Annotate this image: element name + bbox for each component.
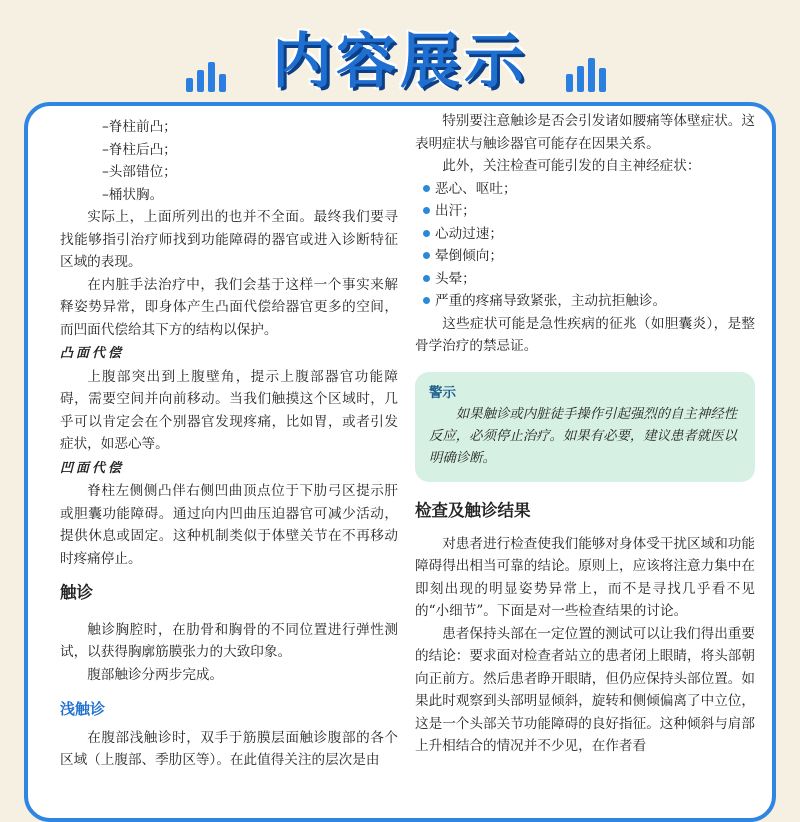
section-heading-palpation: 触诊 [60,583,93,602]
section-heading-results: 检查及触诊结果 [415,501,531,520]
subheading-concave: 凹面代偿 [60,460,125,476]
list-item: –脊柱前凸； [102,119,177,135]
paragraph: 特别要注意触诊是否会引发诸如腰痛等体壁症状。这表明症状与触诊器官可能存在因果关系。 [415,113,755,152]
bullet-dot-icon [423,275,430,282]
bullet-item: 严重的疼痛导致紧张，主动抗拒触诊。 [415,290,755,313]
bullet-item: 心动过速； [415,223,755,246]
paragraph: 患者保持头部在一定位置的测试可以让我们得出重要的结论：要求面对检查者站立的患者闭上眼睛，将头部朝向正前方。然后患者睁开眼睛，但仍应保持头部位置。如果此时观察到头部明显倾斜，旋转和侧倾偏离了中立位，这是一个头部关节功能障碍的良好指征。这种倾斜与肩部上升相结合的情况并不少见，在作者看 [415,625,755,754]
warning-box [415,372,755,483]
bullet-item: 恶心、呕吐； [415,178,755,201]
bullet-item: 晕倒倾向； [415,245,755,268]
bullet-dot-icon [423,230,430,237]
list-item: –桶状胸。 [102,186,164,203]
bullet-dot-icon [423,252,430,259]
subsection-heading-superficial: 浅触诊 [60,700,106,718]
left-column [60,116,398,772]
page-title: 内容展示 [272,27,528,97]
paragraph: 触诊胸腔时，在肋骨和胸骨的不同位置进行弹性测试，以获得胸廓筋膜张力的大致印象。 [60,621,398,660]
bullet-dot-icon [423,185,430,192]
warning-text: 如果触诊或内脏徒手操作引起强烈的自主神经性反应，必须停止治疗。如果有必要，建议患者就医以明确诊断。 [429,407,737,466]
paragraph: 实际上，上面所列出的也并不全面。最终我们要寻找能够指引治疗师找到功能障碍的器官或进入诊断特征区域的表现。 [60,209,398,270]
bullet-dot-icon [423,207,430,214]
list-item: –脊柱后凸； [102,141,177,158]
paragraph: 上腹部突出到上腹壁角，提示上腹部器官功能障碍，需要空间并向前移动。当我们触摸这个区域时，几乎可以肯定会在个别器官发现疼痛，比如胃，或者引发症状，如恶心等。 [60,368,398,452]
paragraph: 腹部触诊分两步完成。 [87,666,224,683]
paragraph: 对患者进行检查使我们能够对身体受干扰区域和功能障碍得出相当可靠的结论。原则上，应该将注意力集中在即刻出现的明显姿势异常上，而不是寻找几乎看不见的“小细节”。下面是对一些检查结果的讨论。 [415,535,755,619]
subheading-convex: 凸面代偿 [60,346,125,361]
paragraph: 在内脏手法治疗中，我们会基于这样一个事实来解释姿势异常，即身体产生凸面代偿给器官更多的空间，而凹面代偿给其下方的结构以保护。 [60,276,398,338]
right-column [415,110,755,758]
paragraph: 这些症状可能是急性疾病的征兆（如胆囊炎），是整骨学治疗的禁忌证。 [415,315,755,354]
bullet-item: 出汗； [415,200,755,223]
paragraph: 此外，关注检查可能引发的自主神经症状： [442,158,701,174]
warning-title: 警示 [429,384,456,401]
paragraph: 脊柱左侧侧凸伴右侧凹曲顶点位于下肋弓区提示肝或胆囊功能障碍。通过向内凹曲压迫器官可减少活动，提供休息或固定。这种机制类似于体壁关节在不再移动时疼痛停止。 [60,483,398,567]
bullet-item: 头晕； [415,268,755,291]
list-item: –头部错位； [102,164,177,180]
bullet-dot-icon [423,297,430,304]
paragraph: 在腹部浅触诊时，双手于筋膜层面触诊腹部的各个区域（上腹部、季肋区等）。在此值得关注的层次是由 [60,729,398,768]
